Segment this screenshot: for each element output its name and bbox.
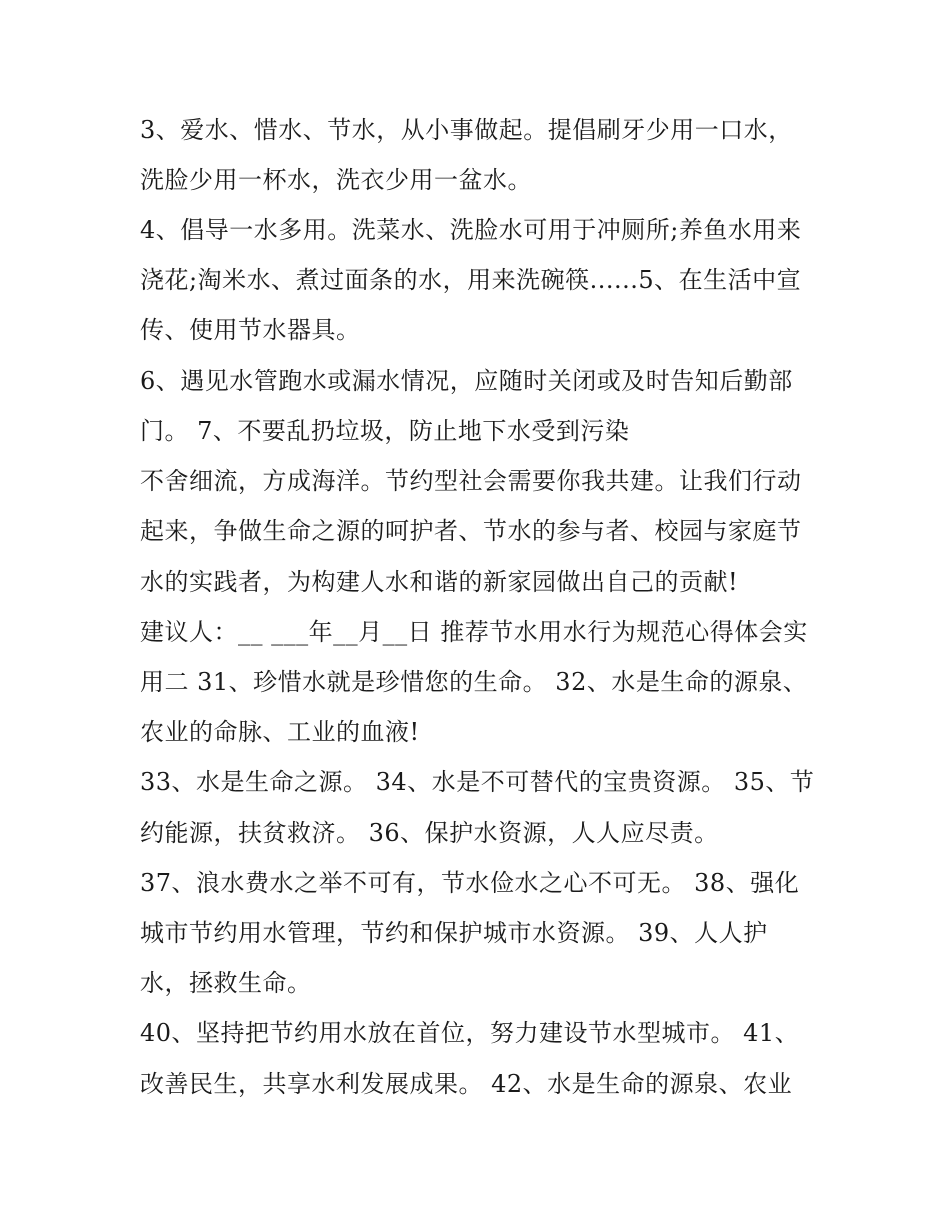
text-line: 用二 31、珍惜水就是珍惜您的生命。 32、水是生命的源泉、	[140, 668, 808, 696]
text-line: 水的实践者，为构建人水和谐的新家园做出自己的贡献!	[140, 568, 739, 596]
text-line: 门。 7、不要乱扔垃圾，防止地下水受到污染	[140, 417, 630, 445]
text-line: 洗脸少用一杯水，洗衣少用一盆水。	[140, 166, 532, 194]
text-line: 33、水是生命之源。 34、水是不可替代的宝贵资源。 35、节	[140, 768, 815, 796]
text-line: 起来，争做生命之源的呵护者、节水的参与者、校园与家庭节	[140, 517, 802, 545]
text-line: 37、浪水费水之举不可有，节水俭水之心不可无。 38、强化	[140, 869, 800, 897]
text-line: 40、坚持把节约用水放在首位，努力建设节水型城市。 41、	[140, 1019, 800, 1047]
text-line: 传、使用节水器具。	[140, 316, 361, 344]
text-line: 3、爱水、惜水、节水，从小事做起。提倡刷牙少用一口水，	[140, 116, 793, 144]
text-line: 建议人：__ ___年__月__日 推荐节水用水行为规范心得体会实	[140, 618, 808, 646]
text-line: 城市节约用水管理，节约和保护城市水资源。 39、人人护	[140, 919, 768, 947]
text-line: 约能源，扶贫救济。 36、保护水资源，人人应尽责。	[140, 819, 719, 847]
text-line: 4、倡导一水多用。洗菜水、洗脸水可用于冲厕所;养鱼水用来	[140, 216, 802, 244]
text-line: 不舍细流，方成海洋。节约型社会需要你我共建。让我们行动	[140, 467, 802, 495]
text-line: 水，拯救生命。	[140, 969, 312, 997]
text-line: 浇花;淘米水、煮过面条的水，用来洗碗筷......5、在生活中宣	[140, 266, 802, 294]
text-line: 改善民生，共享水利发展成果。 42、水是生命的源泉、农业	[140, 1070, 793, 1098]
text-line: 6、遇见水管跑水或漏水情况，应随时关闭或及时告知后勤部	[140, 367, 793, 395]
text-line: 农业的命脉、工业的血液!	[140, 718, 420, 746]
